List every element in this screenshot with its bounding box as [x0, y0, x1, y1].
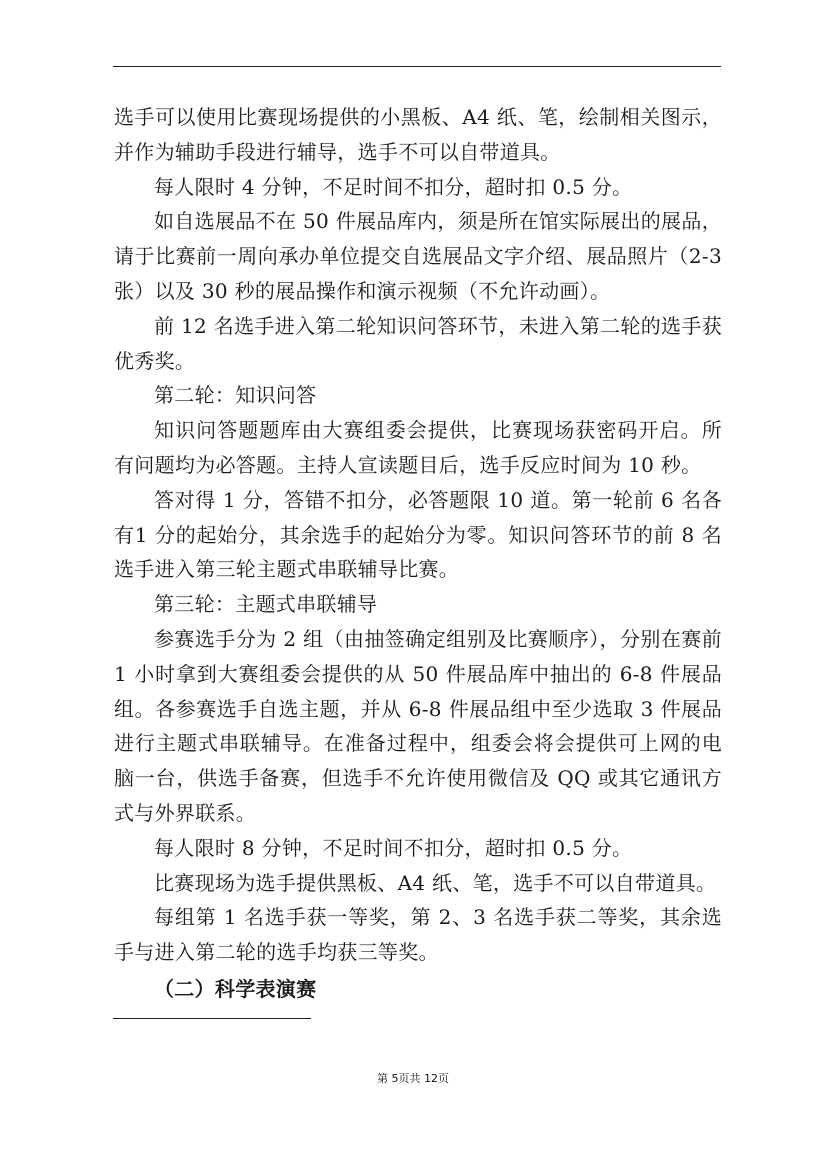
paragraph-self-selected-exhibit: 如自选展品不在 50 件展品库内，须是所在馆实际展出的展品，请于比赛前一周向承办单位提交自选展品文字介绍、展品照片（2-3张）以及 30 秒的展品操作和演示视频（不允许动画）。 — [114, 209, 722, 303]
paragraph-time-limit-round3: 每人限时 8 分钟，不足时间不扣分，超时扣 0.5 分。 — [154, 835, 633, 860]
paragraph-scoring: 答对得 1 分，答错不扣分，必答题限 10 道。第一轮前 6 名各有1 分的起始分，其余选手的起始分为零。知识问答环节的前 8 名选手进入第三轮主题式串联辅导比赛。 — [114, 487, 722, 582]
page-number: 第 5页共 12页 — [377, 1072, 449, 1085]
round2-heading: 第二轮：知识问答 — [154, 383, 317, 408]
footnote-rule — [113, 1018, 311, 1019]
section-heading-science-performance: （二）科学表演赛 — [154, 976, 317, 1001]
paragraph-time-limit-round1: 每人限时 4 分钟，不足时间不扣分，超时扣 0.5 分。 — [154, 174, 633, 199]
paragraph-groups: 参赛选手分为 2 组（由抽签确定组别及比赛顺序），分别在赛前1 小时拿到大赛组委会提供的从 50 件展品库中抽出的 6-8 件展品组。各参赛选手自选主题，并从 6-8 件展品组中至少选取 3 件展品进行主题式串联辅导。在准备过程中，组委会将会提供可上网的电脑一台，供选手备赛，但选手不允许使用微信及 QQ 或其它通讯方式与外界联系。 — [114, 626, 722, 825]
paragraph-props-rule: 选手可以使用比赛现场提供的小黑板、A4 纸、笔，绘制相关图示，并作为辅助手段进行辅导，选手不可以自带道具。 — [114, 105, 722, 164]
paragraph-top12-advance: 前 12 名选手进入第二轮知识问答环节，未进入第二轮的选手获优秀奖。 — [114, 313, 722, 373]
document-body — [114, 100, 722, 1007]
paragraph-question-bank: 知识问答题题库由大赛组委会提供，比赛现场获密码开启。所有问题均为必答题。主持人宣读题目后，选手反应时间为 10 秒。 — [114, 418, 722, 477]
round3-heading: 第三轮：主题式串联辅导 — [154, 592, 378, 617]
header-rule — [113, 66, 721, 67]
paragraph-awards: 每组第 1 名选手获一等奖，第 2、3 名选手获二等奖，其余选手与进入第二轮的选手均获三等奖。 — [114, 905, 722, 965]
paragraph-props-round3: 比赛现场为选手提供黑板、A4 纸、笔，选手不可以自带道具。 — [154, 870, 717, 895]
